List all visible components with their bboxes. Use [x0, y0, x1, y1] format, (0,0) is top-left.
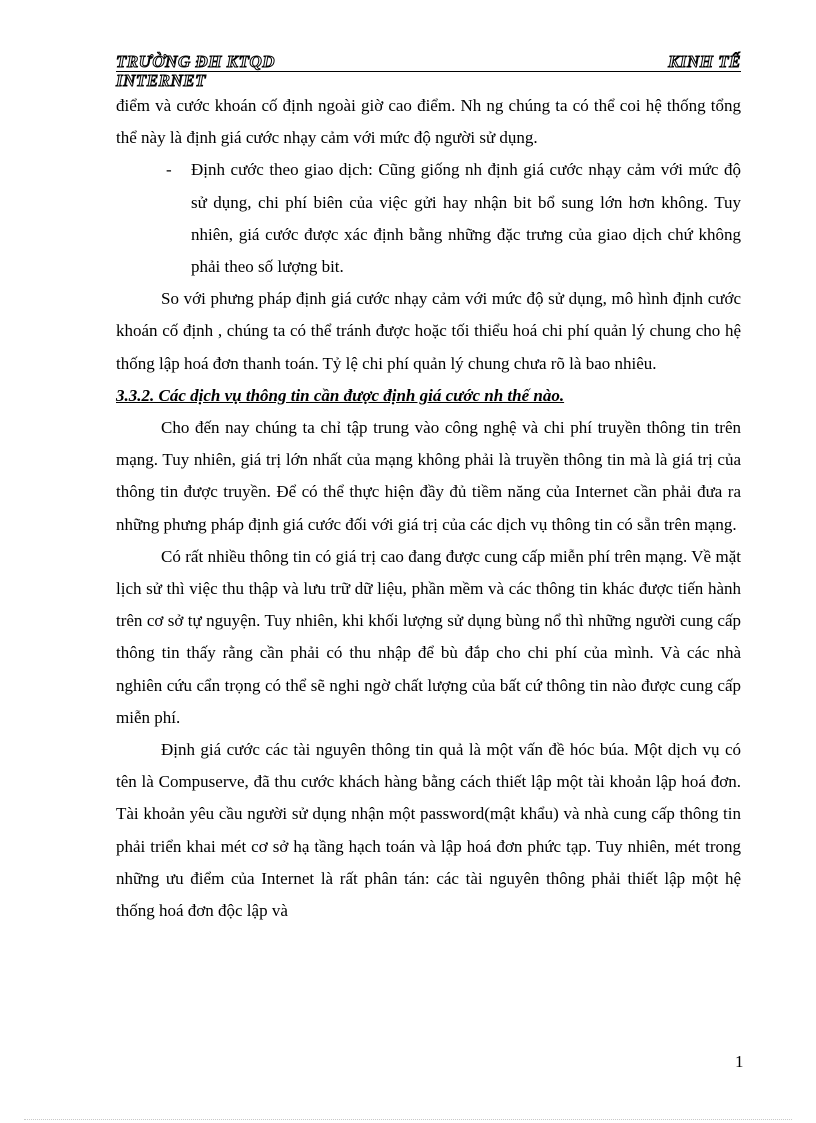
page-header: [116, 52, 741, 92]
paragraph: So với phưng pháp định giá cước nhạy cảm với mức độ sử dụng, mô hình định cước khoán cố định , chúng ta có thể tránh được hoặc tối thiểu hoá chi phí quản lý chung cho hệ thống lập hoá đơn thanh toán. Tỷ lệ chi phí quản lý chung chưa rõ là bao nhiêu.: [116, 289, 741, 373]
bullet-item: [116, 154, 741, 283]
document-body: [116, 90, 741, 927]
header-school: TRƯỜNG ĐH KTQD: [116, 52, 276, 71]
bullet-dash: -: [166, 160, 172, 180]
section-heading: 3.3.2. Các dịch vụ thông tin cần được định giá cước nh thế nào.: [116, 385, 565, 405]
bullet-text: Định cước theo giao dịch: Cũng giống nh định giá cước nhạy cảm với mức độ sử dụng, chi phí biên của việc gửi hay nhận bit bổ sung lớn hơn không. Tuy nhiên, giá cước được xác định bằng những đặc trưng của giao dịch chứ không phải theo số lượng bit.: [191, 160, 741, 277]
header-rule: [116, 71, 741, 72]
page-number: 1: [735, 1052, 744, 1071]
page-bottom-rule: [24, 1119, 792, 1120]
header-subject: KINH TẾ: [668, 52, 741, 71]
header-topic: INTERNET: [116, 71, 206, 90]
paragraph: Cho đến nay chúng ta chỉ tập trung vào công nghệ và chi phí truyền thông tin trên mạng. Tuy nhiên, giá trị lớn nhất của mạng không phải là truyền thông tin mà là giá trị của thông tin được truyền. Để có thể thực hiện đầy đủ tiềm năng của Internet cần phải đưa ra những phưng pháp định giá cước đối với giá trị của các dịch vụ thông tin có sẵn trên mạng.: [116, 418, 741, 534]
paragraph-continuation: điểm và cước khoán cố định ngoài giờ cao điểm. Nh ng chúng ta có thể coi hệ thống tổng thể này là định giá cước nhạy cảm với mức độ người sử dụng.: [116, 96, 741, 148]
paragraph: Có rất nhiều thông tin có giá trị cao đang được cung cấp miễn phí trên mạng. Về mặt lịch sử thì việc thu thập và lưu trữ dữ liệu, phần mềm và các thông tin khác được tiến hành trên cơ sở tự nguyện. Tuy nhiên, khi khối lượng sử dụng bùng nổ thì những người cung cấp thông tin thấy rằng cần phải có thu nhập để bù đắp cho chi phí của mình. Và các nhà nghiên cứu cẩn trọng có thể sẽ nghi ngờ chất lượng của bất cứ thông tin nào được cung cấp miễn phí.: [116, 546, 741, 727]
paragraph: Định giá cước các tài nguyên thông tin quả là một vấn đề hóc búa. Một dịch vụ có tên là Compuserve, đã thu cước khách hàng bằng cách thiết lập một tài khoản lập hoá đơn. Tài khoản yêu cầu người sử dụng nhận một password(mật khẩu) và nhà cung cấp thông tin phải triển khai mét cơ sở hạ tầng hạch toán và lập hoá đơn phức tạp. Tuy nhiên, mét trong những ưu điểm của Internet là rất phân tán: các tài nguyên thông phải thiết lập một hệ thống hoá đơn độc lập và: [116, 740, 741, 921]
